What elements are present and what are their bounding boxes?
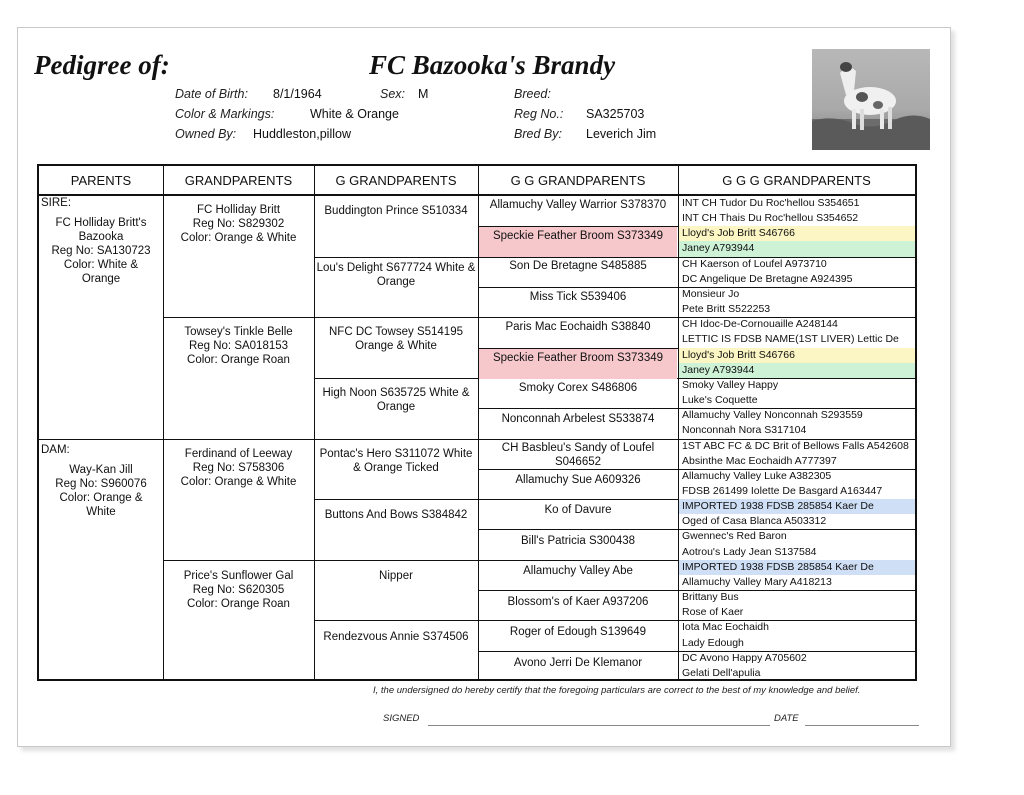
- owned-by-value: Huddleston,pillow: [253, 127, 351, 141]
- ggg-grandparent-row: Oged of Casa Blanca A503312: [682, 515, 827, 528]
- ggg-grandparent-row: LETTIC IS FDSB NAME(1ST LIVER) Lettic De: [682, 333, 899, 346]
- ggg-grandparent-row: IMPORTED 1938 FDSB 285854 Kaer De: [679, 560, 915, 575]
- gg-grandparent-line: Paris Mac Eochaidh S38840: [505, 321, 651, 333]
- ggg-grandparent-row: Allamuchy Valley Mary A418213: [682, 575, 832, 588]
- gg-grandparent-entry: [479, 562, 677, 592]
- ggg-grandparent-row: IMPORTED 1938 FDSB 285854 Kaer De: [679, 499, 915, 514]
- gg-grandparent-line: Son De Bretagne S485885: [509, 260, 647, 272]
- gg-grandparent-entry: [479, 501, 677, 531]
- gg-grandparent-line: Speckie Feather Broom S373349: [492, 230, 664, 242]
- g-grandparent-line: Orange & White: [355, 340, 437, 352]
- pedigree-table: [37, 164, 917, 681]
- ggg-grandparent-row: Allamuchy Valley Nonconnah S293559: [682, 409, 863, 422]
- gg-grandparent-line: Speckie Feather Broom S373349: [492, 352, 664, 364]
- column-divider: [314, 166, 315, 679]
- grandparent-entry: [164, 447, 313, 489]
- sire-line: Color: White &: [63, 259, 139, 271]
- grandparent-line: Reg No: SA018153: [188, 340, 289, 352]
- grandparent-line: Towsey's Tinkle Belle: [184, 326, 293, 338]
- gg-grandparent-line: Blossom's of Kaer A937206: [507, 596, 649, 608]
- sex-label: Sex:: [380, 87, 406, 101]
- sire-role-label: SIRE:: [41, 197, 72, 209]
- ggg-grandparent-row: Lloyd's Job Britt S46766: [679, 226, 915, 241]
- sire-line: FC Holliday Britt's: [55, 217, 147, 229]
- signature-line[interactable]: [428, 725, 770, 726]
- date-label: DATE: [774, 713, 799, 724]
- gg-grandparent-entry: [479, 257, 677, 287]
- dam-line: Way-Kan Jill: [69, 464, 133, 476]
- g-grandparent-line: Nipper: [379, 570, 413, 582]
- dam-entry: [41, 463, 161, 519]
- grandparent-entry: [164, 203, 313, 245]
- gg-grandparent-entry: [479, 318, 677, 348]
- grandparent-line: Reg No: S829302: [192, 218, 285, 230]
- col-header-g-grandparents: G GRANDPARENTS: [314, 166, 478, 196]
- ggg-grandparent-row: DC Angelique De Bretagne A924395: [682, 272, 853, 285]
- grandparent-line: Color: Orange Roan: [187, 354, 290, 366]
- gg-grandparent-entry: [479, 196, 677, 226]
- sire-line: Orange: [81, 273, 121, 285]
- bred-by-label: Bred By:: [514, 127, 562, 141]
- color-markings-label: Color & Markings:: [175, 107, 275, 121]
- gg-grandparent-line: Miss Tick S539406: [529, 291, 627, 303]
- certification-text: I, the undersigned do hereby certify that the foregoing particulars are correct to the best of my knowledge and belief.: [373, 685, 861, 696]
- gg-grandparent-line: Allamuchy Sue A609326: [515, 474, 641, 486]
- grandparent-line: Reg No: S758306: [192, 462, 285, 474]
- g-grandparent-entry: [315, 261, 477, 289]
- ggg-grandparent-row: Rose of Kaer: [682, 606, 744, 619]
- dam-line: White: [86, 506, 116, 518]
- col-header-grandparents: GRANDPARENTS: [163, 166, 314, 196]
- dam-line: Reg No: S960076: [55, 478, 147, 490]
- g-grandparent-line: Pontac's Hero S311072 White: [319, 448, 473, 460]
- g-grandparent-line: Orange: [376, 401, 416, 413]
- signed-label: SIGNED: [383, 713, 420, 724]
- ggg-grandparent-row: Janey A793944: [679, 363, 915, 378]
- gg-grandparent-line: Bill's Patricia S300438: [520, 535, 636, 547]
- dob-label: Date of Birth:: [175, 87, 248, 101]
- gg-grandparent-entry: [479, 288, 677, 318]
- dam-role-label: DAM:: [41, 444, 70, 456]
- ggg-grandparent-row: Pete Britt S522253: [682, 303, 771, 316]
- col-header-parents: PARENTS: [39, 166, 163, 196]
- ggg-grandparent-row: Luke's Coquette: [682, 394, 758, 407]
- g-grandparent-entry: [315, 386, 477, 414]
- color-markings-value: White & Orange: [310, 107, 399, 121]
- sire-line: Reg No: SA130723: [51, 245, 151, 257]
- gg-grandparent-entry: [479, 440, 677, 470]
- gg-grandparent-entry: [479, 471, 677, 501]
- gg-grandparent-line: Avono Jerri De Klemanor: [513, 657, 643, 669]
- grandparent-line: FC Holliday Britt: [196, 204, 281, 216]
- gg-grandparent-entry: [479, 379, 677, 409]
- gg-grandparent-entry: [479, 227, 677, 257]
- grandparent-line: Color: Orange Roan: [187, 598, 290, 610]
- gg-grandparent-line: Smoky Corex S486806: [518, 382, 638, 394]
- sire-line: Bazooka: [78, 231, 124, 243]
- ggg-grandparent-row: INT CH Thais Du Roc'hellou S354652: [682, 212, 859, 225]
- gg-grandparent-line: Roger of Edough S139649: [509, 626, 647, 638]
- ggg-grandparent-row: Nonconnah Nora S317104: [682, 424, 807, 437]
- col-header-ggg-grandparents: G G G GRANDPARENTS: [678, 166, 915, 196]
- gg-grandparent-entry: [479, 654, 677, 681]
- grandparent-entry: [164, 569, 313, 611]
- g-grandparent-entry: [315, 447, 477, 475]
- ggg-grandparent-row: Lloyd's Job Britt S46766: [679, 348, 915, 363]
- gg-grandparent-line: S046652: [554, 456, 602, 468]
- g-grandparent-line: Rendezvous Annie S374506: [323, 631, 469, 643]
- gg-grandparent-line: Ko of Davure: [544, 504, 612, 516]
- gg-grandparent-entry: [479, 410, 677, 440]
- dog-name-title: FC Bazooka's Brandy: [369, 50, 616, 80]
- g-grandparent-line: Lou's Delight S677724 White &: [316, 262, 476, 274]
- g-grandparent-entry: [315, 325, 477, 353]
- ggg-grandparent-row: Gwennec's Red Baron: [682, 530, 787, 543]
- gg-grandparent-line: CH Basbleu's Sandy of Loufel: [501, 442, 655, 454]
- ggg-grandparent-row: Janey A793944: [679, 241, 915, 256]
- col-header-gg-grandparents: G G GRANDPARENTS: [478, 166, 678, 196]
- ggg-grandparent-row: Brittany Bus: [682, 591, 739, 604]
- g-grandparent-line: Buttons And Bows S384842: [324, 509, 468, 521]
- grandparent-line: Color: Orange & White: [180, 476, 297, 488]
- ggg-grandparent-row: CH Kaerson of Loufel A973710: [682, 257, 827, 270]
- g-grandparent-entry: [315, 569, 477, 583]
- g-grandparent-entry: [315, 630, 477, 644]
- gg-grandparent-line: Allamuchy Valley Abe: [523, 565, 633, 577]
- owned-by-label: Owned By:: [175, 127, 237, 141]
- g-grandparent-entry: [315, 204, 477, 218]
- gg-grandparent-line: Nonconnah Arbelest S533874: [501, 413, 655, 425]
- sex-value: M: [418, 87, 429, 101]
- ggg-grandparent-row: Absinthe Mac Eochaidh A777397: [682, 454, 837, 467]
- grandparent-line: Ferdinand of Leeway: [184, 448, 293, 460]
- g-grandparent-line: & Orange Ticked: [353, 462, 439, 474]
- dob-value: 8/1/1964: [273, 87, 322, 101]
- ggg-grandparent-row: Gelati Dell'apulia: [682, 666, 761, 679]
- gg-grandparent-entry: [479, 623, 677, 653]
- ggg-grandparent-row: DC Avono Happy A705602: [682, 651, 807, 664]
- bred-by-value: Leverich Jim: [586, 127, 657, 141]
- gg-grandparent-line: Allamuchy Valley Warrior S378370: [489, 199, 667, 211]
- dog-photo-image: [812, 49, 930, 150]
- grandparent-line: Color: Orange & White: [180, 232, 297, 244]
- ggg-grandparent-row: Aotrou's Lady Jean S137584: [682, 545, 817, 558]
- grandparent-entry: [164, 325, 313, 367]
- dam-line: Color: Orange &: [59, 492, 143, 504]
- ggg-grandparent-row: Smoky Valley Happy: [682, 378, 779, 391]
- ggg-grandparent-row: 1ST ABC FC & DC Brit of Bellows Falls A542608: [682, 439, 909, 452]
- ggg-grandparents-column: [679, 196, 915, 681]
- regno-label: Reg No.:: [514, 107, 564, 121]
- ggg-grandparent-row: INT CH Tudor Du Roc'hellou S354651: [682, 197, 860, 209]
- date-line[interactable]: [805, 725, 919, 726]
- gg-grandparent-entry: [479, 593, 677, 623]
- ggg-grandparent-row: Lady Edough: [682, 636, 744, 649]
- g-grandparent-line: Orange: [376, 276, 416, 288]
- gg-grandparent-entry: [479, 532, 677, 562]
- ggg-grandparent-row: Allamuchy Valley Luke A382305: [682, 469, 832, 482]
- g-grandparent-line: High Noon S635725 White &: [322, 387, 470, 399]
- grandparent-line: Reg No: S620305: [192, 584, 285, 596]
- ggg-grandparent-row: Iota Mac Eochaidh: [682, 621, 769, 634]
- g-grandparent-entry: [315, 508, 477, 522]
- g-grandparent-line: NFC DC Towsey S514195: [328, 326, 463, 338]
- ggg-grandparent-row: CH Idoc-De-Cornouaille A248144: [682, 318, 838, 331]
- breed-label: Breed:: [514, 87, 551, 101]
- ggg-grandparent-row: FDSB 261499 Iolette De Basgard A163447: [682, 484, 883, 497]
- gg-grandparent-entry: [479, 349, 677, 379]
- regno-value: SA325703: [586, 107, 645, 121]
- pedigree-label: Pedigree of:: [34, 50, 170, 80]
- ggg-grandparent-row: Monsieur Jo: [682, 287, 740, 300]
- sire-entry: [41, 216, 161, 286]
- grandparent-line: Price's Sunflower Gal: [183, 570, 294, 582]
- g-grandparent-line: Buddington Prince S510334: [324, 205, 468, 217]
- dog-photo: [812, 49, 930, 150]
